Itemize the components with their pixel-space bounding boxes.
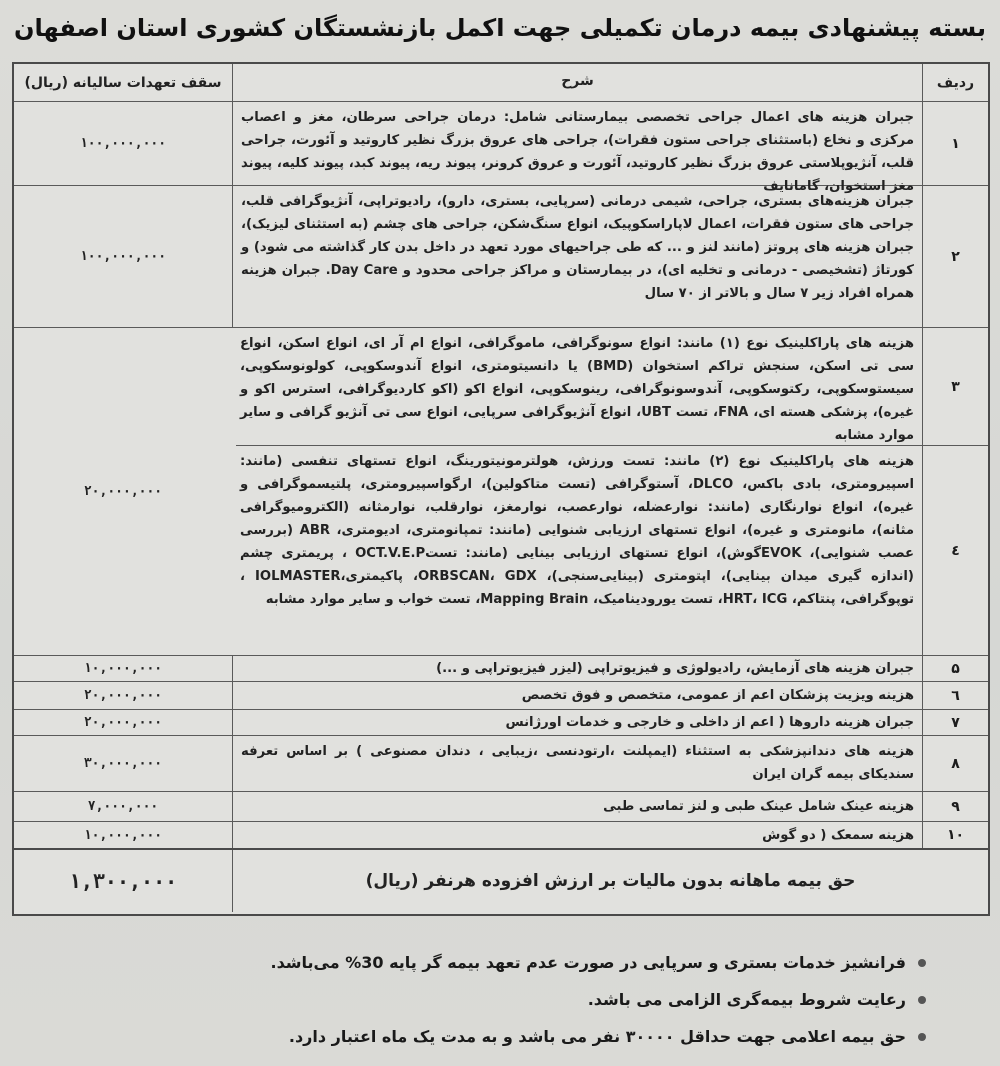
row-amount: ۱۰۰,۰۰۰,۰۰۰ <box>79 136 167 151</box>
row-index: ۱۰ <box>922 822 988 848</box>
table-row <box>236 328 988 446</box>
table-row <box>14 736 988 792</box>
table-row <box>236 446 988 656</box>
row-amount: ۳۰,۰۰۰,۰۰۰ <box>83 756 163 771</box>
note-text: حق بیمه اعلامی جهت حداقل ۳۰۰۰۰ نفر می باشد و به مدت یک ماه اعتبار دارد. <box>288 1027 906 1046</box>
table-row <box>14 656 988 682</box>
bullet-icon <box>918 996 926 1004</box>
total-label: حق بیمه ماهانه بدون مالیات بر ارزش افزوده هرنفر (ریال) <box>232 850 988 912</box>
row-description: جبران هزینه داروها ( اعم از داخلی و خارجی و خدمات اورژانس <box>232 710 922 735</box>
total-amount: ۱,۳۰۰,۰۰۰ <box>68 869 178 893</box>
row-index: ۵ <box>922 656 988 681</box>
row-index: ۲ <box>922 186 988 327</box>
row-description: هزینه ویزیت پزشکان اعم از عمومی، متخصص و فوق تخصص <box>232 682 922 709</box>
table-row <box>14 102 988 194</box>
bullet-icon <box>918 1033 926 1041</box>
row-description: هزینه سمعک ( دو گوش <box>232 822 922 848</box>
row-description: هزینه عینک شامل عینک طبی و لنز تماسی طبی <box>232 792 922 821</box>
row-description: هزینه های پاراکلینیک نوع (۱) مانند: انواع سونوگرافی، ماموگرافی، انواع ام آر ای، انواع اسکن، انواع سی تی اسکن، سنجش تراکم استخوان (BMD) یا دانسیتومتری، انواع آندوسکوپی، کولونوسکوپی، سیستوسکوپی، رکتوسکوپی، آندوسونوگرافی، رینوسکوپی، انواع اکو (اکو کاردیوگرافی، استرس اکو و غیره)، پزشکی هسته ای، FNA، تست UBT، انواع آنژیوگرافی سرپایی، انواع سی تی آنژیو گرافی و سایر موارد مشابه <box>240 336 914 443</box>
total-row <box>14 850 988 912</box>
row-amount: ۲۰,۰۰۰,۰۰۰ <box>83 688 163 703</box>
row-index: ٦ <box>922 682 988 709</box>
note-text: فرانشیز خدمات بستری و سرپایی در صورت عدم تعهد بیمه گر پایه 30% می‌باشد. <box>270 953 906 972</box>
row-index: ۱ <box>922 102 988 185</box>
row-index: ۸ <box>922 736 988 791</box>
paraclinic-amount: ۲۰,۰۰۰,۰۰۰ <box>83 484 163 499</box>
note-item <box>166 944 926 981</box>
row-amount: ۱۰,۰۰۰,۰۰۰ <box>83 661 163 676</box>
row-amount: ۱۰۰,۰۰۰,۰۰۰ <box>79 249 167 264</box>
row-amount: ۷,۰۰۰,۰۰۰ <box>87 799 159 814</box>
table-row <box>14 710 988 736</box>
table-header-row <box>14 64 988 102</box>
header-description: شرح <box>232 64 922 101</box>
document-title: بسته پیشنهادی بیمه درمان تکمیلی جهت اکمل بازنشستگان کشوری استان اصفهان <box>14 14 986 42</box>
table-row <box>14 682 988 710</box>
row-index: ٤ <box>922 446 988 655</box>
row-index: ۳ <box>922 328 988 445</box>
row-description: جبران هزینه های آزمایش، رادیولوژی و فیزیوتراپی (لیزر فیزیوتراپی و ...) <box>232 656 922 681</box>
note-text: رعایت شروط بیمه‌گری الزامی می باشد. <box>587 990 906 1009</box>
row-description: هزینه های دندانپزشکی به استثناء (ایمپلنت ،ارتودنسی ،زیبایی ، دندان مصنوعی ) بر اساس تعرفه سندیکای بیمه گران ایران <box>232 736 922 791</box>
header-index: ردیف <box>922 64 988 101</box>
note-item <box>166 1018 926 1055</box>
row-amount: ۱۰,۰۰۰,۰۰۰ <box>83 827 163 843</box>
row-description: جبران هزینه های اعمال جراحی تخصصی بیمارستانی شامل: درمان جراحی سرطان، مغز و اعصاب مرکزی و نخاع (باستثنای جراحی ستون فقرات)، جراحی های عروق بزرگ نظیر کاروتید و آئورت، جراحی قلب، آنژیوپلاستی عروق بزرگ نظیر کاروتید، آئورت و عروق کرونر، پیوند ریه، پیوند کبد، پیوند کلیه، پیوند مغز استخوان، گامانایف <box>232 102 922 185</box>
header-amount: سقف تعهدات سالیانه (ریال) <box>24 74 222 91</box>
notes-list <box>166 944 926 1055</box>
bullet-icon <box>918 959 926 967</box>
note-item <box>166 981 926 1018</box>
row-description: جبران هزینه‌های بستری، جراحی، شیمی درمانی (سرپایی، بستری، دارو)، رادیوتراپی، آنژیوگرافی قلب، جراحی های ستون فقرات، اعمال لاپاراسکوپیک، انواع سنگ‌شکن، جراحی های چشم (به استثنای لیزیک)، جبران هزینه های پروتز (مانند لنز و ... که طی جراحیهای مورد تعهد در داخل بدن کار گذاشته می شود) و کورتاژ (تشخیصی - درمانی و تخلیه ای)، در بیمارستان و مراکز جراحی محدود و Day Care. جبران هزینه همراه افراد زیر ۷ سال و بالاتر از ۷۰ سال <box>232 186 922 327</box>
row-amount: ۲۰,۰۰۰,۰۰۰ <box>83 715 163 730</box>
table-row <box>14 186 988 328</box>
coverage-table <box>12 62 990 916</box>
row-description: هزینه های پاراکلینیک نوع (۲) مانند: تست ورزش، هولترمونیتورینگ، انواع تستهای تنفسی (مانند: اسپیرومتری، بادی باکس، DLCO، آستوگرافی (تست متاکولین)، ارگواسپیرومتری، پلتیسموگرافی و غیره)، انواع نوارنگاری (مانند: نوارعضله، نوارعصب، نوارمغز، نوارقلب، نوارمثانه (الکترومیوگرافی مثانه)، مانومتری و غیره)، انواع تستهای ارزیابی شنوایی (مانند: تمپانومتری، ادیومتری، ABR (بررسی عصب شنوایی)، EVOKگوش)، انواع تستهای ارزیابی بینایی (مانند: تستOCT.V.E.P ، پریمتری چشم (اندازه گیری میدان بینایی)، اپتومتری (بینایی‌سنجی)، ORBSCAN، GDX، پاکیمتری،IOLMASTER ، توپوگرافی، پنتاکم، HRT، ICG، تست یورودینامیک، Mapping Brain، تست خواب و سایر موارد مشابه <box>240 454 915 607</box>
row-index: ۷ <box>922 710 988 735</box>
table-row <box>14 822 988 850</box>
row-index: ۹ <box>922 792 988 821</box>
table-row <box>14 792 988 822</box>
